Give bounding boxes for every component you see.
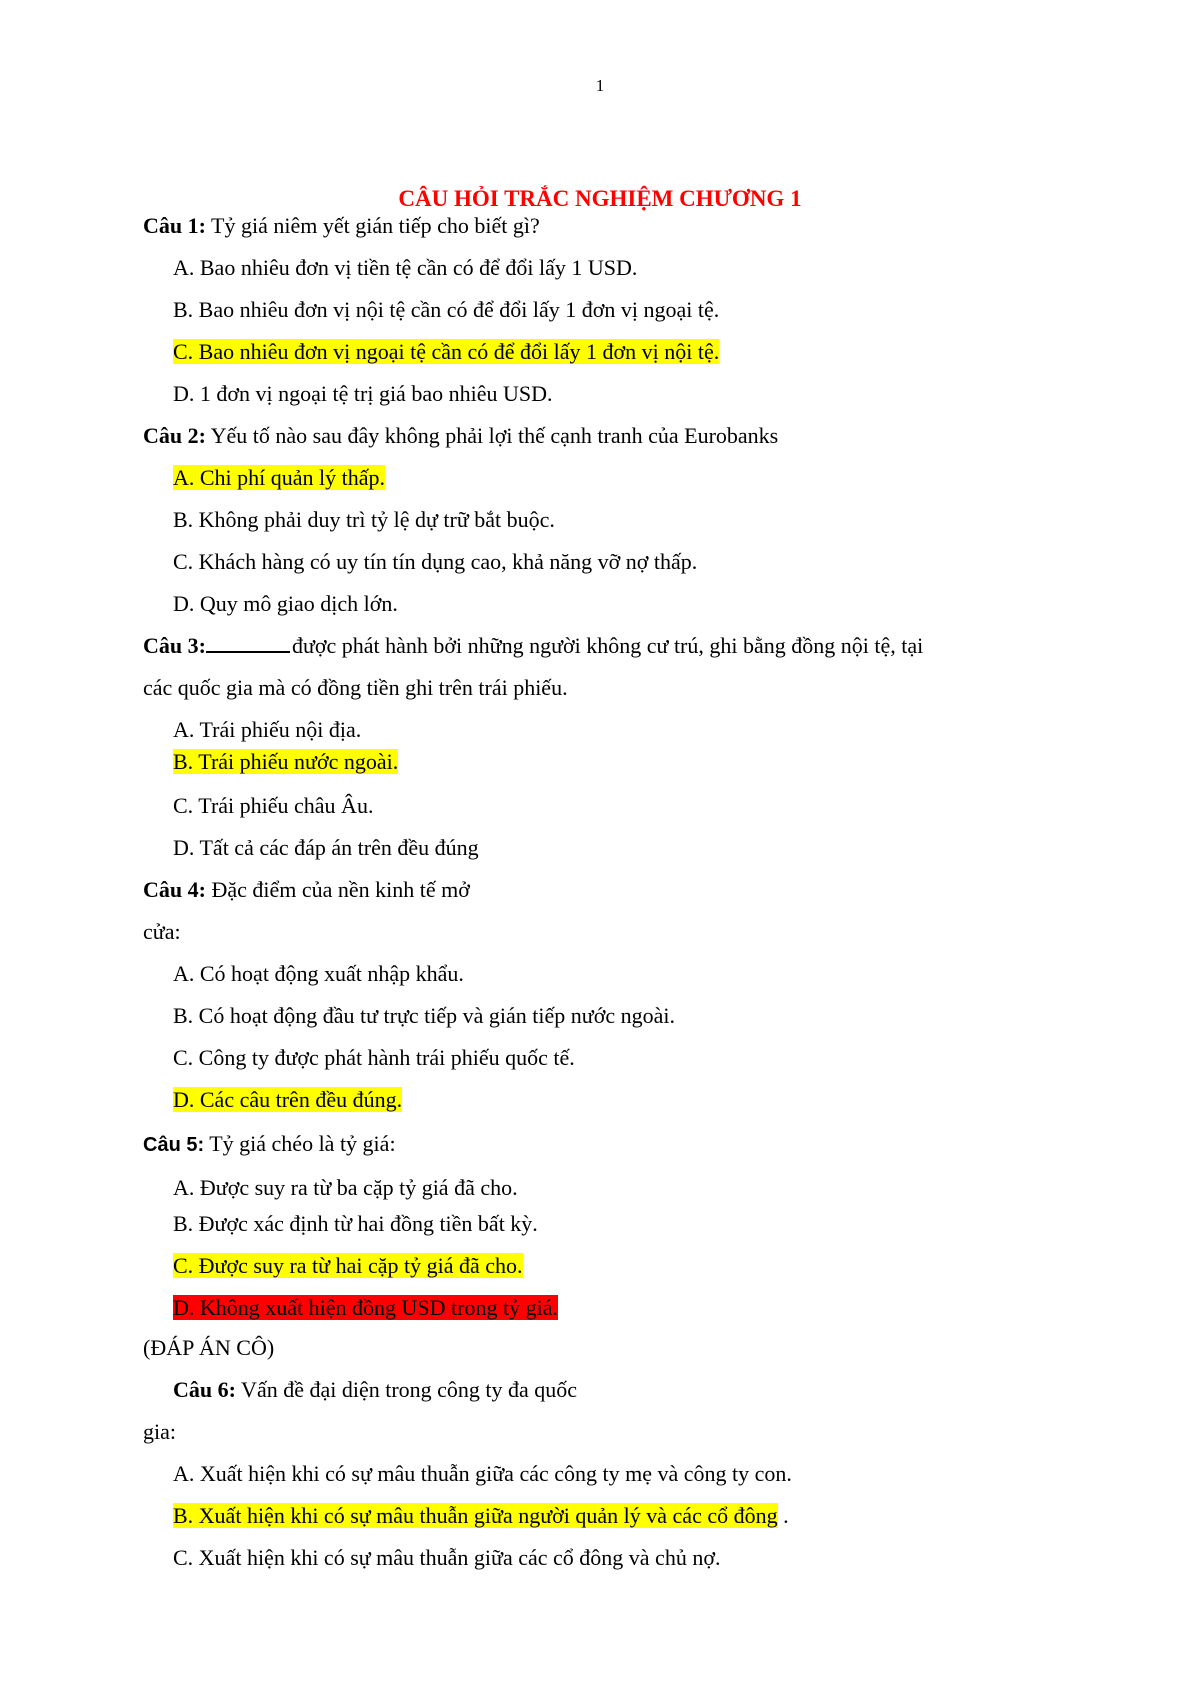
question-label: Câu 2: bbox=[143, 423, 206, 448]
question-6 bbox=[173, 1377, 577, 1403]
highlighted-answer: C. Bao nhiêu đơn vị ngoại tệ cần có để đổi lấy 1 đơn vị nội tệ. bbox=[173, 339, 720, 364]
question-3-continued: các quốc gia mà có đồng tiền ghi trên trái phiếu. bbox=[143, 675, 568, 700]
q6-option-c: C. Xuất hiện khi có sự mâu thuẫn giữa các cổ đông và chủ nợ. bbox=[173, 1545, 721, 1570]
highlighted-answer: B. Xuất hiện khi có sự mâu thuẫn giữa người quản lý và các cổ đông bbox=[173, 1503, 778, 1528]
q4-option-a: A. Có hoạt động xuất nhập khẩu. bbox=[173, 961, 464, 986]
q1-option-c bbox=[173, 339, 719, 365]
q6-option-a: A. Xuất hiện khi có sự mâu thuẫn giữa các công ty mẹ và công ty con. bbox=[173, 1461, 792, 1486]
question-4 bbox=[143, 877, 470, 903]
q2-option-a bbox=[173, 465, 385, 491]
highlighted-answer-red: D. Không xuất hiện đồng USD trong tỷ giá. bbox=[173, 1295, 558, 1320]
q3-option-d: D. Tất cả các đáp án trên đều đúng bbox=[173, 835, 479, 860]
question-3 bbox=[143, 633, 923, 659]
option-suffix: . bbox=[777, 1503, 789, 1528]
question-text: Yếu tố nào sau đây không phải lợi thế cạnh tranh của Eurobanks bbox=[205, 423, 779, 448]
q1-option-b: B. Bao nhiêu đơn vị nội tệ cần có để đổi lấy 1 đơn vị ngoại tệ. bbox=[173, 297, 720, 322]
question-2 bbox=[143, 423, 778, 449]
q3-option-c: C. Trái phiếu châu Âu. bbox=[173, 793, 374, 818]
fill-in-blank bbox=[206, 633, 290, 653]
highlighted-answer: A. Chi phí quản lý thấp. bbox=[173, 465, 386, 490]
q3-option-a: A. Trái phiếu nội địa. bbox=[173, 717, 362, 742]
q2-option-d: D. Quy mô giao dịch lớn. bbox=[173, 591, 398, 616]
page-number: 1 bbox=[595, 76, 605, 95]
q2-option-b: B. Không phải duy trì tỷ lệ dự trữ bắt buộc. bbox=[173, 507, 555, 532]
highlighted-answer: D. Các câu trên đều đúng. bbox=[173, 1087, 403, 1112]
question-1 bbox=[143, 213, 540, 239]
question-label: Câu 3: bbox=[143, 633, 206, 658]
q4-option-b: B. Có hoạt động đầu tư trực tiếp và gián tiếp nước ngoài. bbox=[173, 1003, 675, 1028]
q5-option-c bbox=[173, 1253, 523, 1279]
q5-option-d bbox=[173, 1295, 558, 1321]
question-text: Tỷ giá chéo là tỷ giá: bbox=[204, 1131, 396, 1156]
q4-option-c: C. Công ty được phát hành trái phiếu quốc tế. bbox=[173, 1045, 575, 1070]
question-4-continued: cửa: bbox=[143, 919, 181, 944]
answer-note: (ĐÁP ÁN CÔ) bbox=[143, 1335, 275, 1360]
q5-option-a: A. Được suy ra từ ba cặp tỷ giá đã cho. bbox=[173, 1175, 518, 1200]
highlighted-answer: C. Được suy ra từ hai cặp tỷ giá đã cho. bbox=[173, 1253, 523, 1278]
q1-option-d: D. 1 đơn vị ngoại tệ trị giá bao nhiêu USD. bbox=[173, 381, 553, 406]
q5-option-b: B. Được xác định từ hai đồng tiền bất kỳ. bbox=[173, 1211, 538, 1236]
q2-option-c: C. Khách hàng có uy tín tín dụng cao, khả năng vỡ nợ thấp. bbox=[173, 549, 698, 574]
q4-option-d bbox=[173, 1087, 402, 1113]
question-5 bbox=[143, 1131, 396, 1158]
question-text: Đặc điểm của nền kinh tế mở bbox=[205, 877, 470, 902]
question-text: được phát hành bởi những người không cư trú, ghi bằng đồng nội tệ, tại bbox=[291, 633, 924, 658]
document-title: CÂU HỎI TRẮC NGHIỆM CHƯƠNG 1 bbox=[398, 186, 802, 211]
question-label: Câu 4: bbox=[143, 877, 206, 902]
q3-option-b bbox=[173, 749, 398, 775]
question-text: Vấn đề đại diện trong công ty đa quốc bbox=[235, 1377, 578, 1402]
question-6-continued: gia: bbox=[143, 1419, 176, 1444]
question-label: Câu 5: bbox=[143, 1134, 205, 1156]
question-label: Câu 6: bbox=[173, 1377, 236, 1402]
highlighted-answer: B. Trái phiếu nước ngoài. bbox=[173, 749, 399, 774]
q1-option-a: A. Bao nhiêu đơn vị tiền tệ cần có để đổi lấy 1 USD. bbox=[173, 255, 638, 280]
question-text: Tỷ giá niêm yết gián tiếp cho biết gì? bbox=[205, 213, 540, 238]
q6-option-b bbox=[173, 1503, 789, 1529]
question-label: Câu 1: bbox=[143, 213, 206, 238]
